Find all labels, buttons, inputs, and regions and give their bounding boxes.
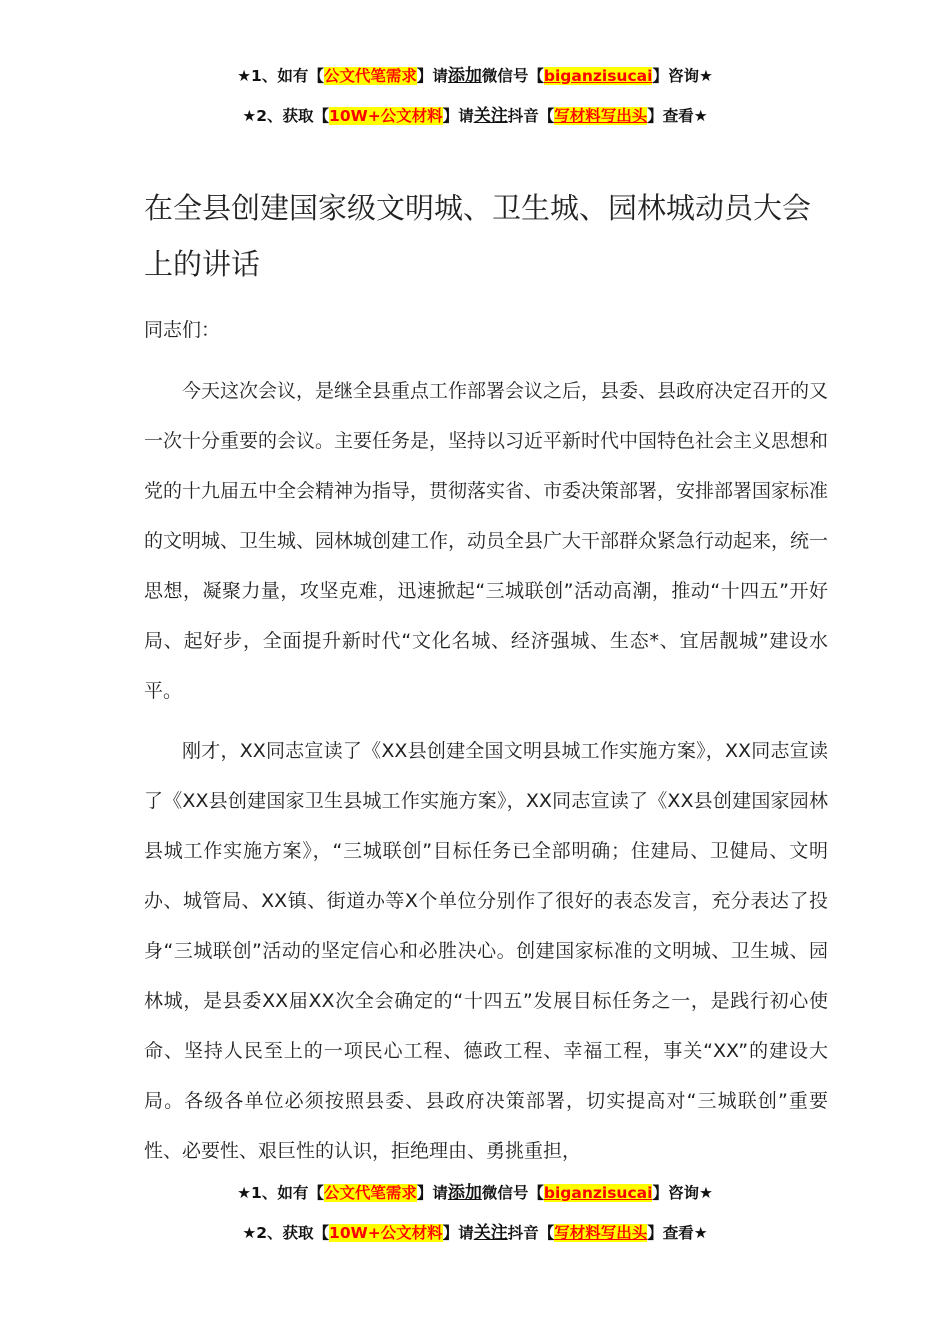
salutation: 同志们：: [144, 319, 221, 341]
douyin-account-link[interactable]: 写材料写出头: [554, 107, 648, 125]
promo-line-2: [0, 106, 950, 126]
promo-text: 】请: [442, 107, 474, 125]
promo-text: ★1、如有【: [237, 1184, 324, 1202]
paragraph-1: 今天这次会议，是继全县重点工作部署会议之后，县委、县政府决定召开的又一次十分重要的会议。主要任务是，坚持以习近平新时代中国特色社会主义思想和党的十九届五中全会精神为指导，贯彻落实省、市委决策部署，安排部署国家标准的文明城、卫生城、园林城创建工作，动员全县广大干部群众紧急行动起来，统一思想，凝聚力量，攻坚克难，迅速掀起“三城联创”活动高潮，推动“十四五”开好局、起好步，全面提升新时代“文化名城、经济强城、生态*、宜居靓城”建设水平。: [144, 380, 829, 702]
promo-highlight: 公文代笔需求: [323, 67, 417, 85]
promo-line-2: [0, 1223, 950, 1243]
promo-emphasis: 添加: [447, 66, 482, 86]
promo-text: 】咨询★: [652, 1184, 713, 1202]
paragraph-2: 刚才，XX同志宣读了《XX县创建全国文明县城工作实施方案》，XX同志宣读了《XX县创建国家卫生县城工作实施方案》，XX同志宣读了《XX县创建国家园林县城工作实施方案》，“三城联创”目标任务已全部明确；住建局、卫健局、文明办、城管局、XX镇、街道办等X个单位分别作了很好的表态发言，充分表达了投身“三城联创”活动的坚定信心和必胜决心。创建国家标准的文明城、卫生城、园林城，是县委XX届XX次全会确定的“十四五”发展目标任务之一，是践行初心使命、坚持人民至上的一项民心工程、德政工程、幸福工程，事关“XX”的建设大局。各级各单位必须按照县委、县政府决策部署，切实提高对“三城联创”重要性、必要性、艰巨性的认识，拒绝理由、勇挑重担，: [144, 740, 828, 1162]
promo-text: 抖音【: [507, 1224, 555, 1242]
promo-text: 】咨询★: [652, 67, 713, 85]
promo-text: 】查看★: [647, 1224, 708, 1242]
promo-text: ★2、获取【: [242, 107, 330, 125]
document-body: [144, 180, 828, 1176]
wechat-id-link[interactable]: biganzisucai: [543, 1184, 653, 1202]
promo-highlight: 公文代笔需求: [323, 1184, 417, 1202]
promo-emphasis: 添加: [447, 1183, 482, 1203]
document-title: 在全县创建国家级文明城、卫生城、园林城动员大会上的讲话: [144, 191, 812, 281]
promo-text: 抖音【: [507, 107, 555, 125]
promo-text: ★2、获取【: [242, 1224, 330, 1242]
promo-text: 微信号【: [481, 1184, 544, 1202]
promo-text: 】请: [442, 1224, 474, 1242]
promo-emphasis: 关注: [473, 1223, 508, 1243]
promo-highlight: 10W+公文材料: [329, 107, 443, 125]
promo-emphasis: 关注: [473, 106, 508, 126]
promo-highlight: 10W+公文材料: [329, 1224, 443, 1242]
promo-line-1: [0, 66, 950, 86]
promo-text: 】请: [416, 1184, 448, 1202]
promo-text: ★1、如有【: [237, 67, 324, 85]
wechat-id-link[interactable]: biganzisucai: [543, 67, 653, 85]
promo-banner-bottom: [0, 1183, 950, 1243]
promo-text: 】查看★: [647, 107, 708, 125]
douyin-account-link[interactable]: 写材料写出头: [554, 1224, 648, 1242]
promo-text: 微信号【: [481, 67, 544, 85]
promo-banner-top: [0, 66, 950, 126]
promo-line-1: [0, 1183, 950, 1203]
promo-text: 】请: [416, 67, 448, 85]
